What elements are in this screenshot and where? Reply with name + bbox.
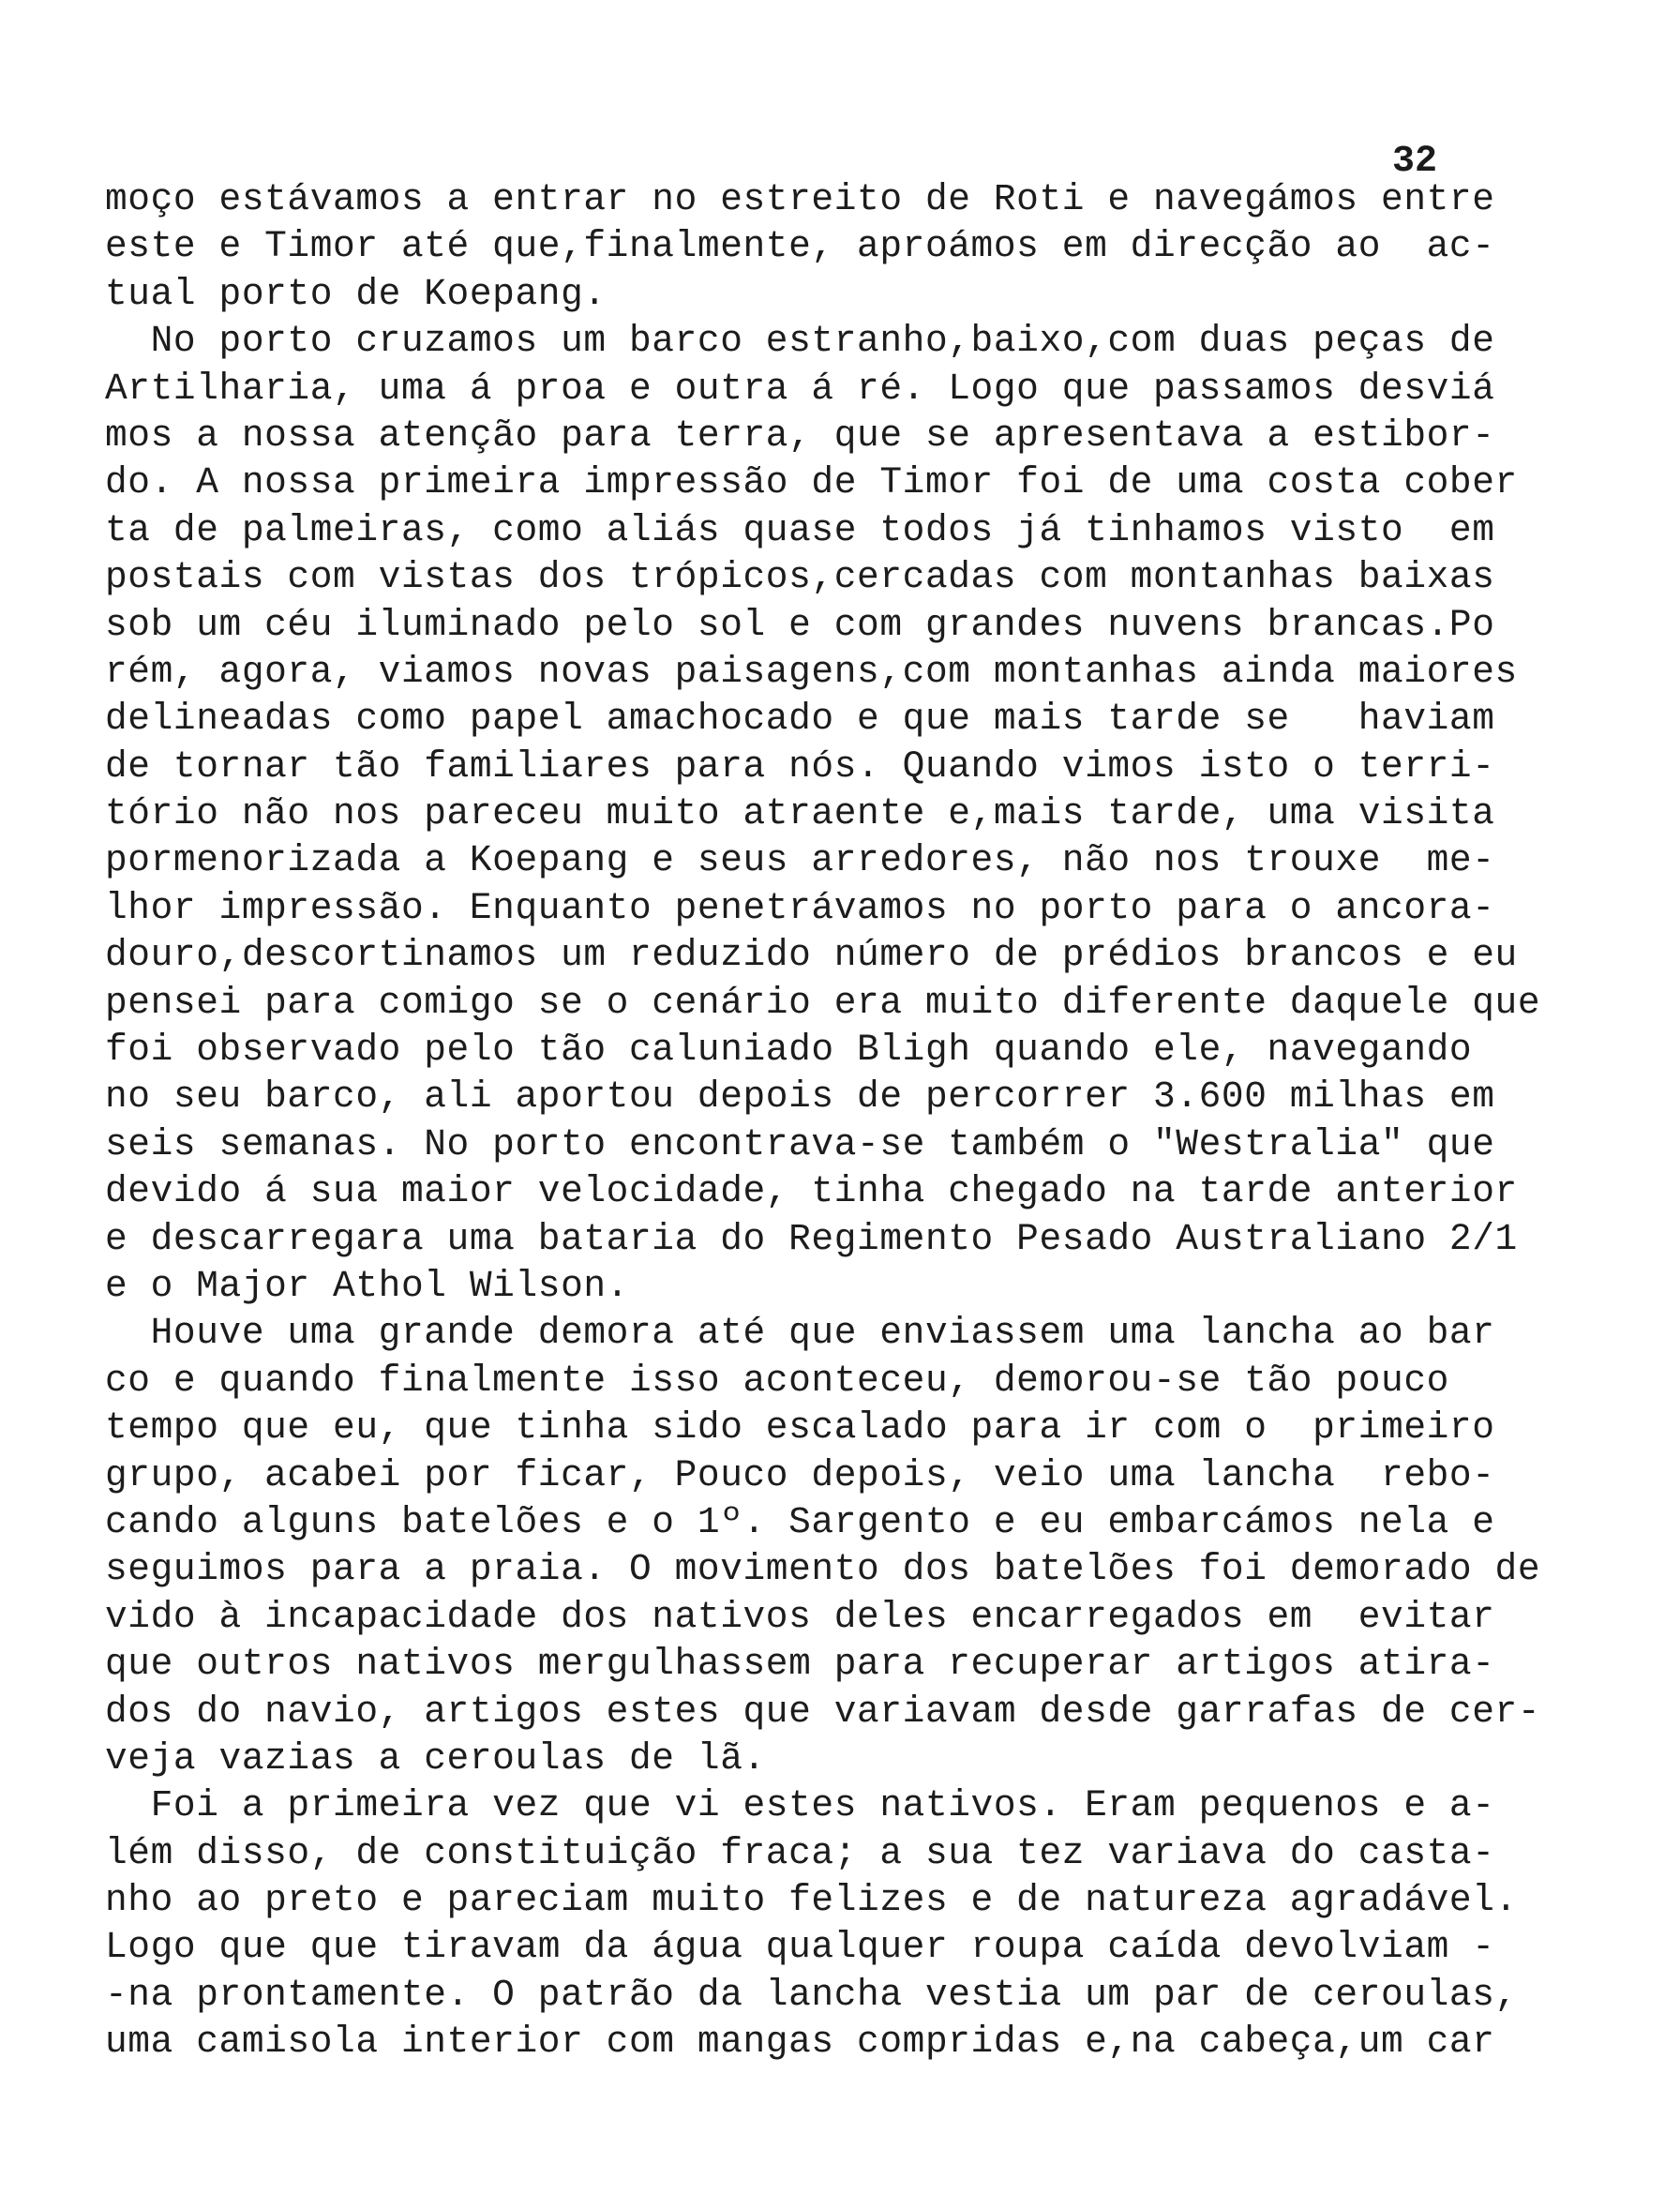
- text-line: sob um céu iluminado pelo sol e com grandes nuvens brancas.Po: [105, 603, 1495, 646]
- text-line: este e Timor até que,finalmente, aproámos em direcção ao ac-: [105, 225, 1495, 268]
- text-line: Artilharia, uma á proa e outra á ré. Logo que passamos desviá: [105, 367, 1495, 410]
- text-line: do. A nossa primeira impressão de Timor foi de uma costa cober: [105, 461, 1518, 504]
- text-line: cando alguns batelões e o 1º. Sargento e eu embarcámos nela e: [105, 1500, 1495, 1543]
- text-line: dos do navio, artigos estes que variavam desde garrafas de cer-: [105, 1690, 1541, 1733]
- text-line: pensei para comigo se o cenário era muito diferente daquele que: [105, 981, 1541, 1024]
- text-line: seis semanas. No porto encontrava-se também o "Westralia" que: [105, 1122, 1495, 1165]
- text-line: tempo que eu, que tinha sido escalado para ir com o primeiro: [105, 1406, 1495, 1450]
- text-line: de tornar tão familiares para nós. Quando vimos isto o terri-: [105, 744, 1495, 788]
- text-line: douro,descortinamos um reduzido número de prédios brancos e eu: [105, 934, 1518, 977]
- text-line: que outros nativos mergulhassem para recuperar artigos atira-: [105, 1643, 1495, 1686]
- text-line: e o Major Athol Wilson.: [105, 1264, 629, 1307]
- text-line: postais com vistas dos trópicos,cercadas com montanhas baixas: [105, 556, 1495, 599]
- text-line: ta de palmeiras, como aliás quase todos já tinhamos visto em: [105, 508, 1495, 551]
- text-line: devido á sua maior velocidade, tinha chegado na tarde anterior: [105, 1170, 1518, 1213]
- text-line: veja vazias a ceroulas de lã.: [105, 1736, 766, 1780]
- typewritten-text-body: [105, 176, 1568, 2066]
- text-line: rém, agora, viamos novas paisagens,com montanhas ainda maiores: [105, 650, 1518, 693]
- text-line: tual porto de Koepang.: [105, 272, 607, 315]
- text-line: Logo que que tiravam da água qualquer roupa caída devolviam -: [105, 1926, 1495, 1969]
- text-line: moço estávamos a entrar no estreito de Roti e navegámos entre: [105, 178, 1495, 220]
- text-line: lém disso, de constituição fraca; a sua tez variava do casta-: [105, 1831, 1495, 1874]
- text-line: foi observado pelo tão caluniado Bligh quando ele, navegando: [105, 1029, 1473, 1072]
- text-line: delineadas como papel amachocado e que mais tarde se haviam: [105, 698, 1495, 741]
- text-line: mos a nossa atenção para terra, que se apresentava a estibor-: [105, 413, 1495, 457]
- text-line: pormenorizada a Koepang e seus arredores, não nos trouxe me-: [105, 839, 1495, 882]
- text-line: No porto cruzamos um barco estranho,baixo,com duas peças de: [105, 320, 1495, 363]
- text-line: e descarregara uma bataria do Regimento Pesado Australiano 2/1: [105, 1217, 1518, 1260]
- text-line: no seu barco, ali aportou depois de percorrer 3.600 milhas em: [105, 1075, 1495, 1119]
- page-number: 32: [1392, 141, 1438, 183]
- text-line: Foi a primeira vez que vi estes nativos. Eram pequenos e a-: [105, 1784, 1495, 1827]
- text-line: -na prontamente. O patrão da lancha vestia um par de ceroulas,: [105, 1973, 1518, 2016]
- text-line: lhor impressão. Enquanto penetrávamos no porto para o ancora-: [105, 886, 1495, 929]
- text-line: uma camisola interior com mangas compridas e,na cabeça,um car: [105, 2021, 1495, 2064]
- text-line: nho ao preto e pareciam muito felizes e de natureza agradável.: [105, 1879, 1518, 1922]
- text-line: tório não nos pareceu muito atraente e,mais tarde, uma visita: [105, 792, 1495, 835]
- text-line: co e quando finalmente isso aconteceu, demorou-se tão pouco: [105, 1359, 1449, 1402]
- text-line: vido à incapacidade dos nativos deles encarregados em evitar: [105, 1595, 1495, 1638]
- text-line: seguimos para a praia. O movimento dos batelões foi demorado de: [105, 1548, 1541, 1591]
- text-line: Houve uma grande demora até que enviassem uma lancha ao bar: [105, 1312, 1495, 1355]
- text-line: grupo, acabei por ficar, Pouco depois, veio uma lancha rebo-: [105, 1453, 1495, 1496]
